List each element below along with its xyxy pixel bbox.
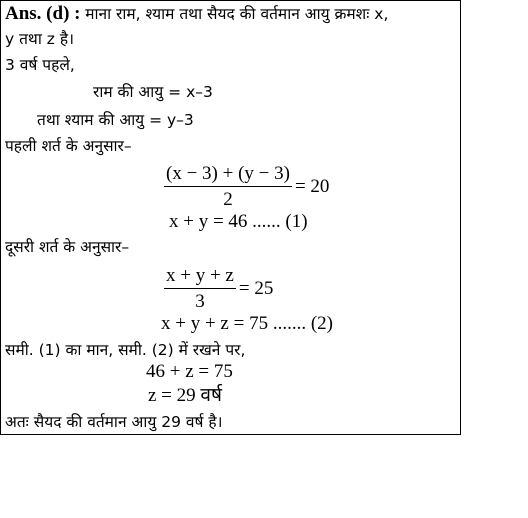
condition1-denominator: 2 (223, 189, 233, 210)
answer-line-1 (5, 3, 388, 25)
condition1-rhs: = 20 (294, 176, 330, 197)
condition2-numerator: x + y + z (166, 265, 234, 286)
substitution-step-1: 46 + z = 75 (146, 361, 233, 382)
conclusion: अतः सैयद की वर्तमान आयु 29 वर्ष है। (5, 413, 223, 431)
ram-age-line: राम की आयु = x–3 (93, 83, 213, 101)
condition2-rhs: = 25 (238, 278, 274, 299)
answer-intro: माना राम, श्याम तथा सैयद की वर्तमान आयु क्रमशः x, (85, 5, 389, 23)
three-years-ago-heading: 3 वर्ष पहले, (5, 56, 75, 74)
condition1-equation (164, 163, 329, 211)
condition2-result: x + y + z = 75 ....... (2) (161, 313, 333, 334)
condition2-denominator: 3 (195, 291, 205, 312)
answer-intro-line-2: y तथा z है। (5, 30, 74, 48)
condition2-heading: दूसरी शर्त के अनुसार– (5, 238, 130, 256)
condition1-numerator: (x − 3) + (y − 3) (166, 163, 290, 184)
condition2-equation (164, 265, 273, 313)
shyam-age-line: तथा श्याम की आयु = y–3 (37, 111, 194, 129)
substitution-step-2 (148, 385, 222, 407)
condition2-fraction (164, 265, 236, 313)
condition1-heading: पहली शर्त के अनुसार– (5, 137, 132, 155)
answer-label: Ans. (d) : (5, 3, 81, 24)
substitution-heading: समी. (1) का मान, समी. (2) में रखने पर, (5, 341, 246, 359)
condition1-result: x + y = 46 ...... (1) (169, 211, 308, 232)
substitution-step-2-text: z = 29 वर्ष (148, 385, 222, 406)
condition1-fraction (164, 163, 292, 211)
